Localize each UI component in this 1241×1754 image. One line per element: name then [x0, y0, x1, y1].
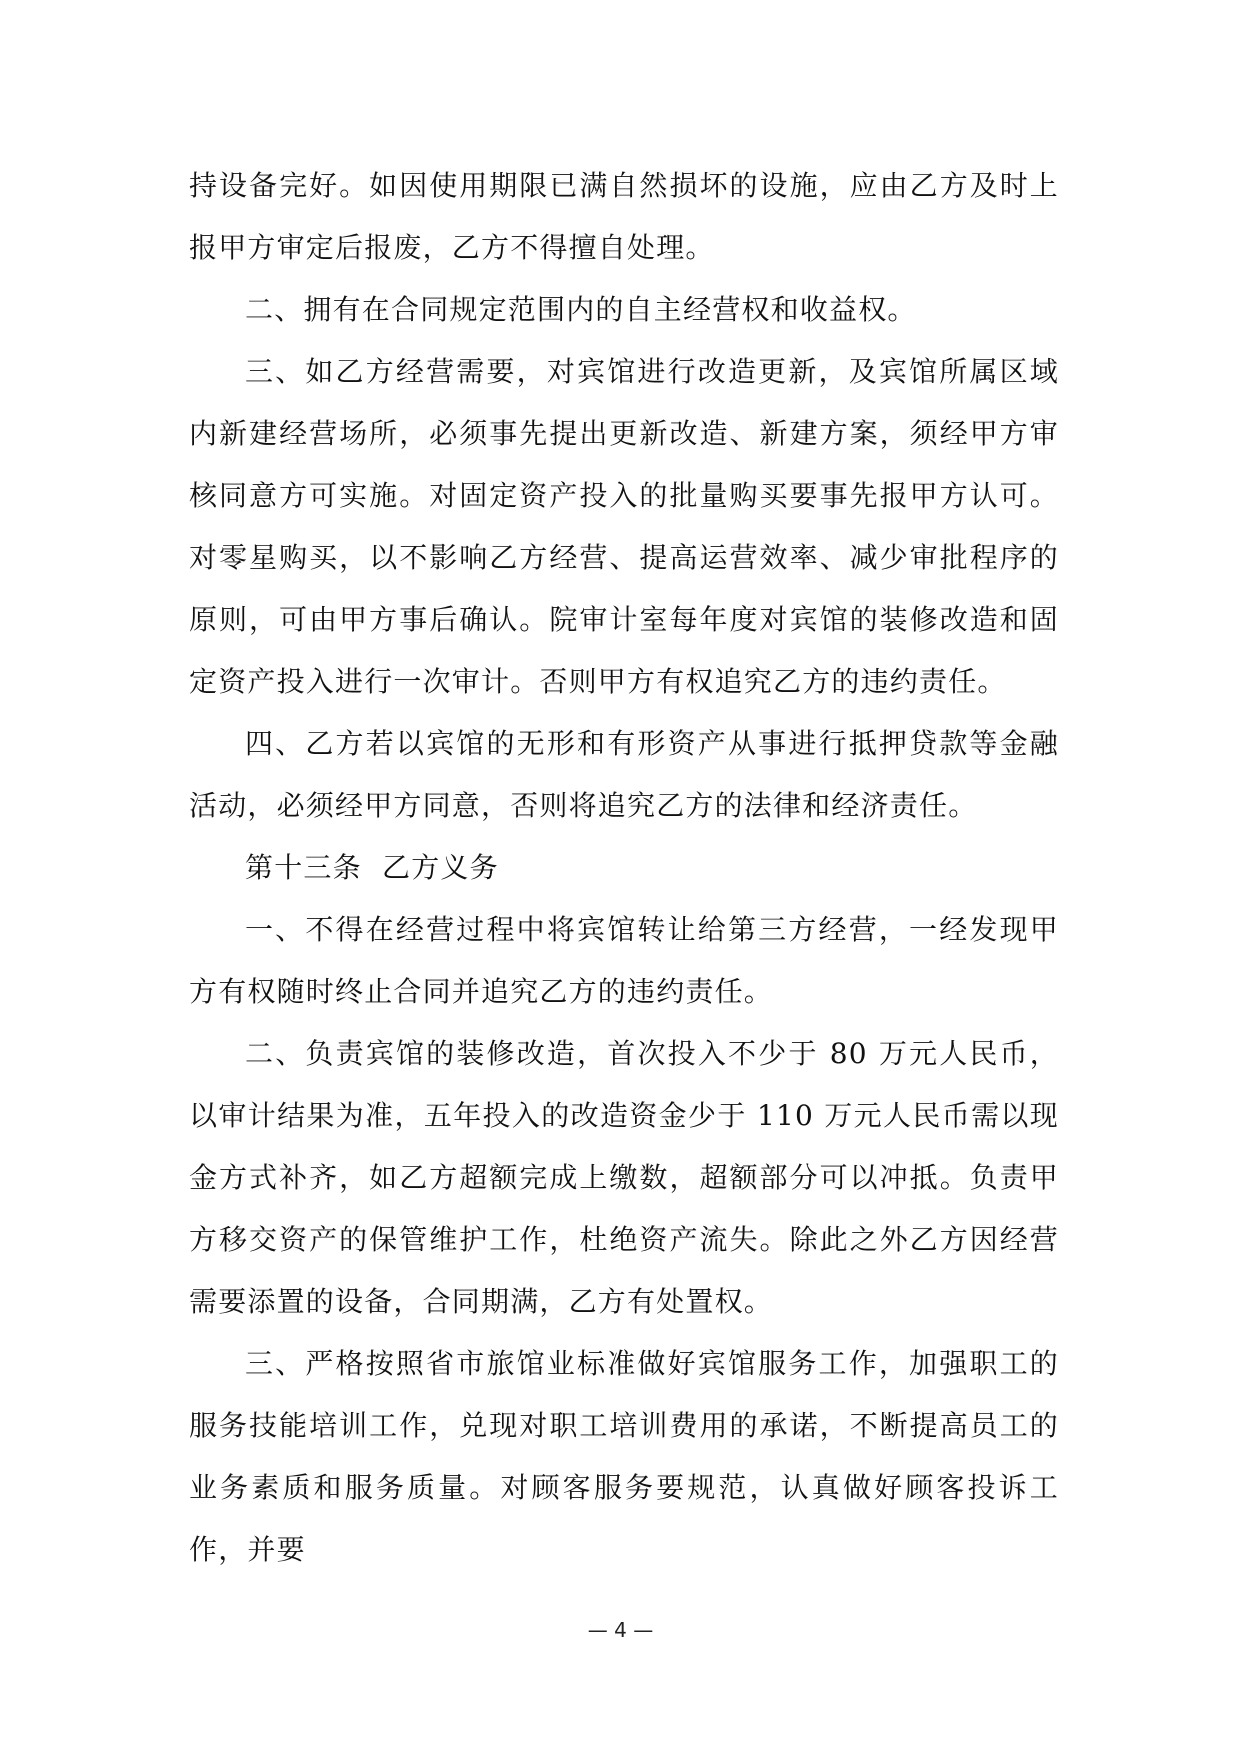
body-text [189, 155, 1059, 1581]
paragraph-article-13-item-2: 二、负责宾馆的装修改造，首次投入不少于 80 万元人民币，以审计结果为准，五年投入的改造资金少于 110 万元人民币需以现金方式补齐，如乙方超额完成上缴数，超额部分可以冲抵。负责甲方移交资产的保管维护工作，杜绝资产流失。除此之外乙方因经营需要添置的设备，合同期满，乙方有处置权。 [189, 1037, 1059, 1318]
paragraph-clause-2: 二、拥有在合同规定范围内的自主经营权和收益权。 [245, 293, 917, 326]
paragraph-clause-4: 四、乙方若以宾馆的无形和有形资产从事进行抵押贷款等金融活动，必须经甲方同意，否则将追究乙方的法律和经济责任。 [189, 727, 1059, 822]
page-number: — 4 — [587, 1618, 654, 1642]
paragraph-article-13-item-1: 一、不得在经营过程中将宾馆转让给第三方经营，一经发现甲方有权随时终止合同并追究乙方的违约责任。 [189, 913, 1059, 1008]
paragraph-continuation: 持设备完好。如因使用期限已满自然损坏的设施，应由乙方及时上报甲方审定后报废，乙方不得擅自处理。 [189, 169, 1059, 264]
paragraph-clause-3: 三、如乙方经营需要，对宾馆进行改造更新，及宾馆所属区域内新建经营场所，必须事先提出更新改造、新建方案，须经甲方审核同意方可实施。对固定资产投入的批量购买要事先报甲方认可。对零星购买，以不影响乙方经营、提高运营效率、减少审批程序的原则，可由甲方事后确认。院审计室每年度对宾馆的装修改造和固定资产投入进行一次审计。否则甲方有权追究乙方的违约责任。 [189, 355, 1059, 698]
paragraph-article-13-item-3: 三、严格按照省市旅馆业标准做好宾馆服务工作，加强职工的服务技能培训工作，兑现对职工培训费用的承诺，不断提高员工的业务素质和服务质量。对顾客服务要规范，认真做好顾客投诉工作，并要 [189, 1347, 1059, 1566]
article-13-heading: 第十三条 乙方义务 [245, 851, 499, 884]
